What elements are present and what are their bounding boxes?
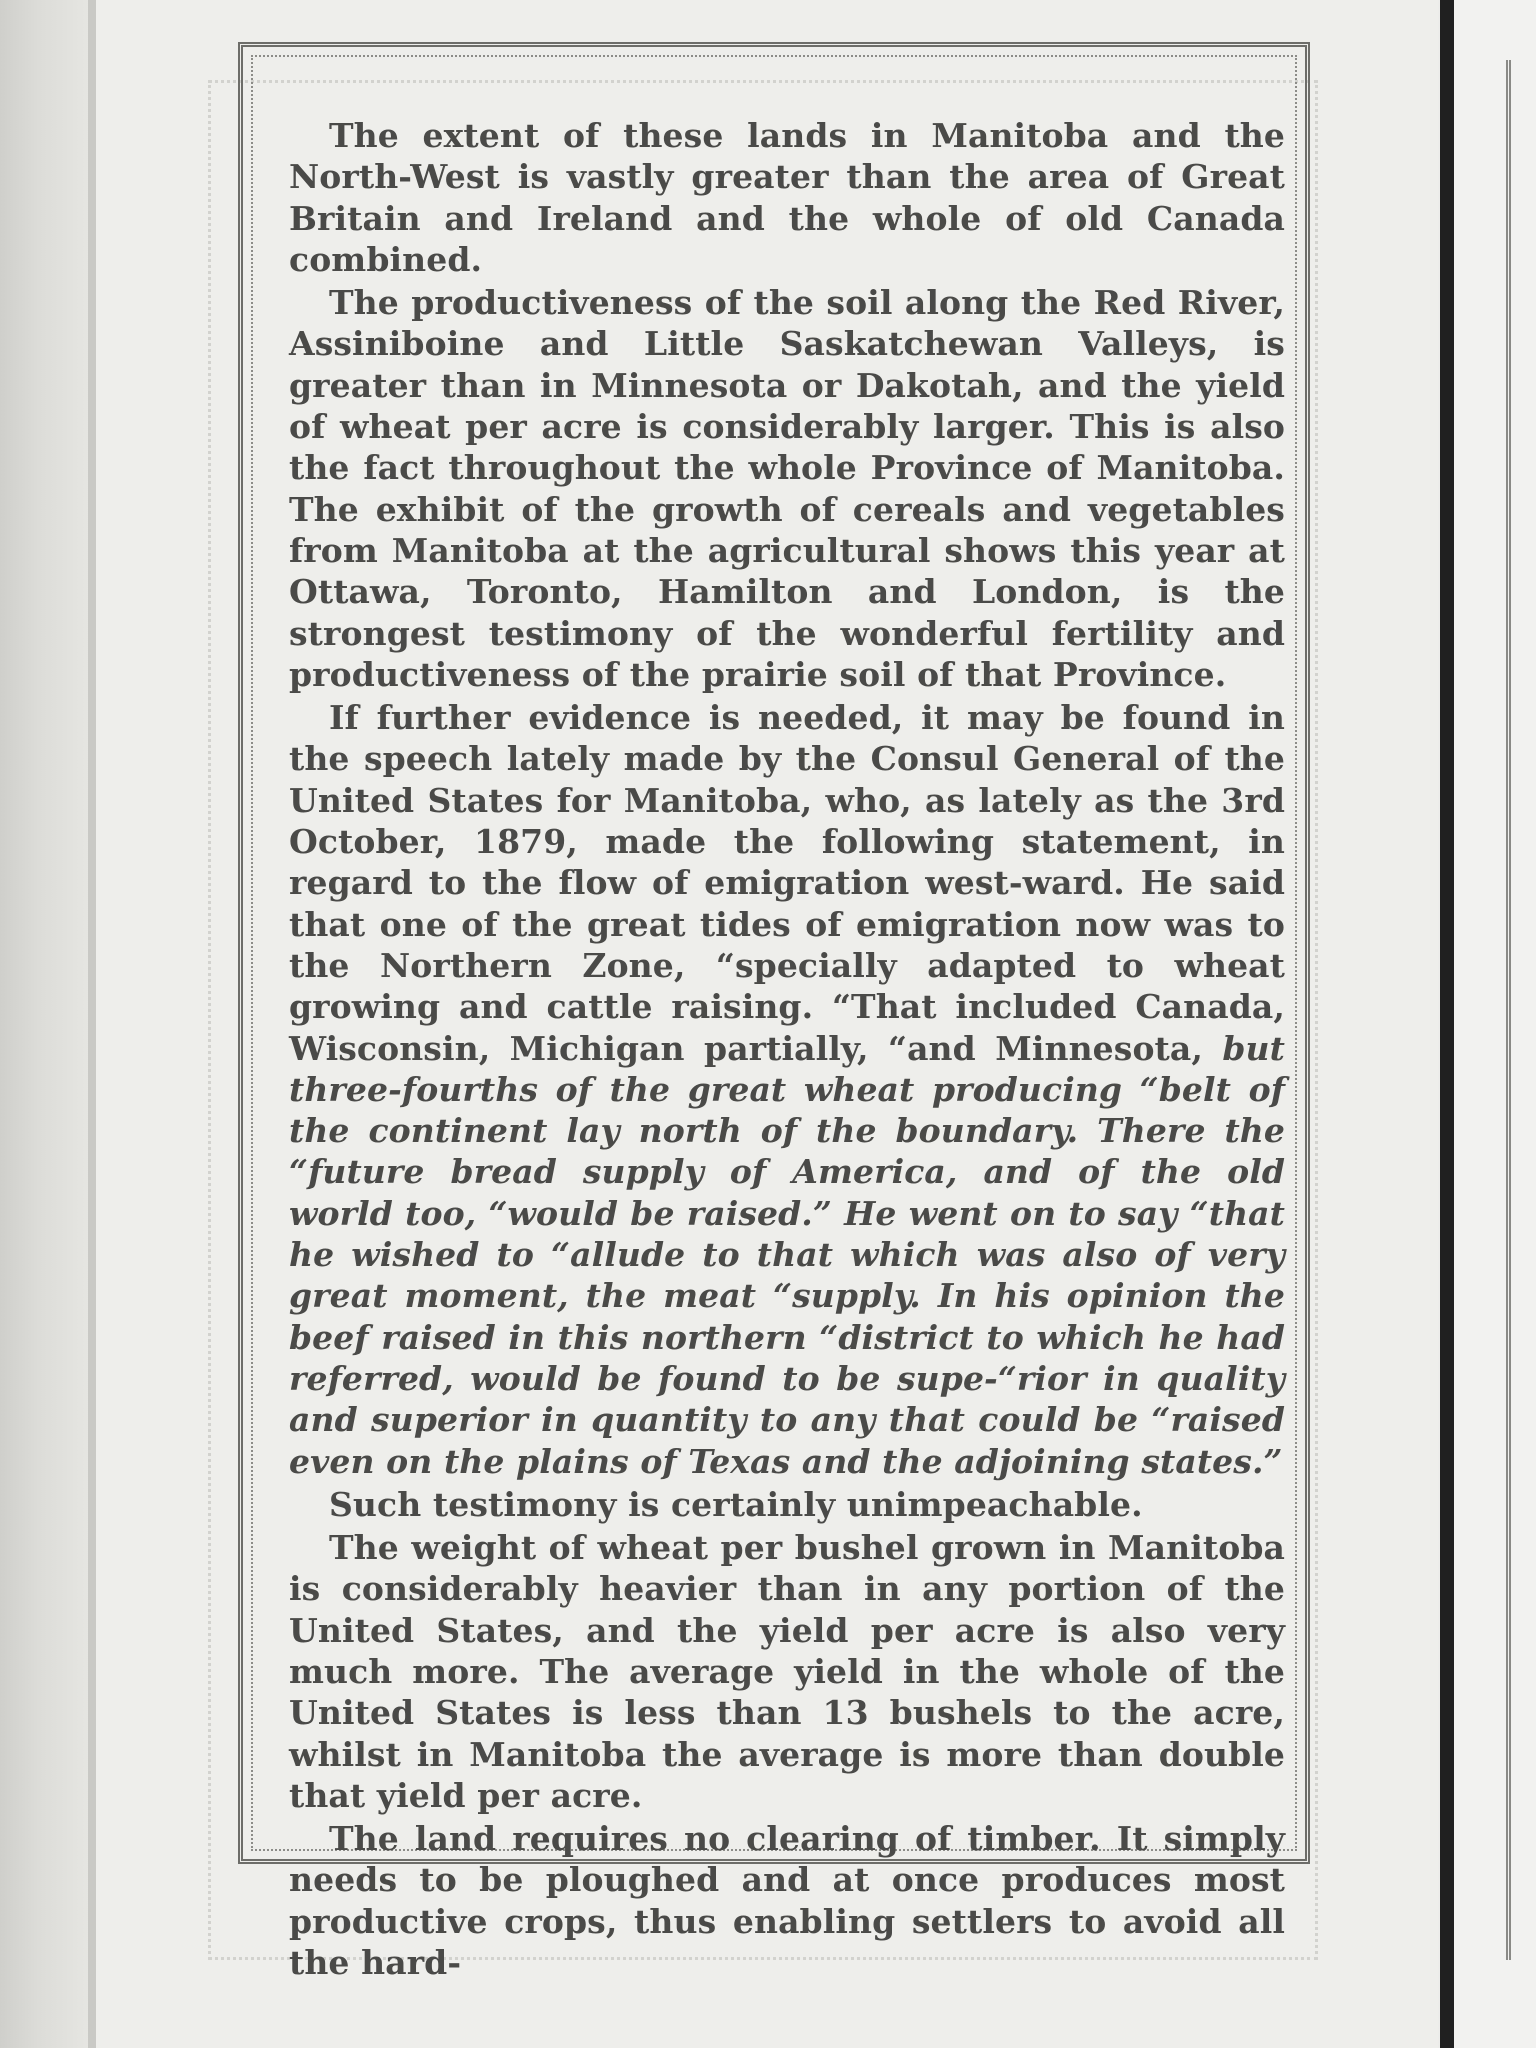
gutter-edge bbox=[88, 0, 96, 2048]
adjacent-page-frame bbox=[1506, 60, 1536, 1960]
paragraph-3-plain: If further evidence is needed, it may be found in the speech lately made by the Consul General of the United States for Manitoba, who, as lately as the 3rd October, 1879, made the following statement, in regard to the flow of emigration west-ward. He said that one of the great tides of emigration now was to the Northern Zone, “specially adapted to wheat growing and cattle raising. “That included Canada, Wisconsin, Michigan partially, “and Minnesota, bbox=[289, 698, 1285, 1068]
ornamental-border-inner bbox=[251, 55, 1297, 1983]
ornamental-border bbox=[238, 42, 1310, 1983]
paragraph-4: Such testimony is certainly unimpeachable. bbox=[329, 1484, 1143, 1524]
left-page-gutter bbox=[0, 0, 96, 2048]
paragraph-1: The extent of these lands in Manitoba and the North-West is vastly greater than the area of Great Britain and Ireland and the whole of old Canada combined. bbox=[289, 116, 1285, 279]
book-spine bbox=[1440, 0, 1454, 2048]
paragraph-2: The productiveness of the soil along the Red River, Assiniboine and Little Saskatchewan Valleys, is greater than in Minnesota or Dakotah, and the yield of wheat per acre is considerably larger. This is also the fact throughout the whole Province of Manitoba. The exhibit of the growth of cereals and vegetables from Manitoba at the agricultural shows this year at Ottawa, Toronto, Hamilton and London, is the strongest testimony of the wonderful fertility and productiveness of the prairie soil of that Province. bbox=[289, 283, 1285, 694]
paragraph-3 bbox=[289, 697, 1285, 1482]
paragraph-6: The land requires no clearing of timber. It simply needs to be ploughed and at once produces most productive crops, thus enabling settlers to avoid all the hard- bbox=[289, 1819, 1285, 1983]
body-text bbox=[289, 115, 1285, 1985]
paragraph-3-italic-quote: but three-fourths of the great wheat producing “belt of the continent lay north of the boundary. There the “future bread supply of America, and of the old world too, “would be raised.” He went on to say “that he wished to “allude to that which was also of very great moment, the meat “supply. In his opinion the beef raised in this northern “district to which he had referred, would be found to be supe-“rior in quality and superior in quantity to any that could be “raised even on the plains of Texas and the adjoining states.” bbox=[289, 1028, 1285, 1481]
paragraph-5: The weight of wheat per bushel grown in Manitoba is considerably heavier than in any portion of the United States, and the yield per acre is also very much more. The average yield in the whole of the United States is less than 13 bushels to the acre, whilst in Manitoba the average is more than double that yield per acre. bbox=[289, 1528, 1285, 1815]
